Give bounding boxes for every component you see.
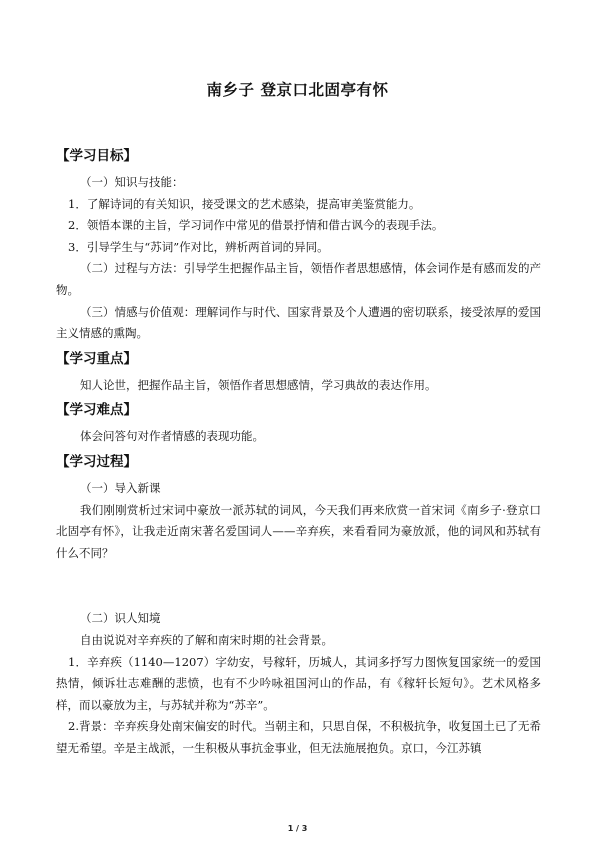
goals-emotion-values: （三）情感与价值观：理解词作与时代、国家背景及个人遭遇的密切联系，接受浓厚的爱国主义情感的熏陶。 [56,304,541,341]
section-heading-key-points: 【学习重点】 [56,350,137,367]
process-intro-label: （一）导入新课 [80,480,161,495]
difficulties-text: 体会问答句对作者情感的表现功能。 [80,429,264,444]
page-number: 1 / 3 [287,824,308,833]
process-author-prompt: 自由说说对辛弃疾的了解和南宋时期的社会背景。 [80,632,333,647]
goals-process-method: （二）过程与方法：引导学生把握作品主旨，领悟作者思想感情，体会词作是有感而发的产物。 [56,261,541,297]
document-body [56,146,541,759]
section-heading-goals: 【学习目标】 [56,148,137,164]
page-title: 南乡子 登京口北固亭有怀 [206,81,389,99]
section-heading-difficulties: 【学习难点】 [56,402,137,419]
process-background: 2.背景：辛弃疾身处南宋偏安的时代。当朝主和，只思自保，不积极抗争，收复国土已了无希望无希望。辛是主战派，一生积极从事抗金事业，但无法施展抱负。京口，今江苏镇 [56,719,541,755]
process-author-bio: 1．辛弃疾（1140—1207）字幼安，号稼轩，历城人，其词多抒写力图恢复国家统一的爱国热情，倾诉壮志难酬的悲愤，也有不少吟咏祖国河山的作品，有《稼轩长短句》。艺术风格多样，而以豪放为主，与苏轼并称为“苏辛”。 [56,654,541,712]
process-author-label: （二）识人知境 [80,611,161,626]
key-points-text: 知人论世，把握作品主旨，领悟作者思想感情，学习典故的表达作用。 [80,377,437,392]
goals-item-2: 2．领悟本课的主旨，学习词作中常见的借景抒情和借古讽今的表现手法。 [68,218,444,233]
goals-item-1: 1．了解诗词的有关知识，接受课文的艺术感染，提高审美鉴赏能力。 [68,196,421,211]
goals-knowledge-label: （一）知识与技能： [80,175,184,189]
goals-item-3: 3．引导学生与“苏词”作对比，辨析两首词的异同。 [68,239,329,254]
section-heading-process: 【学习过程】 [56,453,137,470]
process-intro-text: 我们刚刚赏析过宋词中豪放一派苏轼的词风，今天我们再来欣赏一首宋词《南乡子·登京口北固亭有怀》，让我走近南宋著名爱国词人——辛弃疾，来看看同为豪放派，他的词风和苏轼有什么不同？ [56,502,541,560]
